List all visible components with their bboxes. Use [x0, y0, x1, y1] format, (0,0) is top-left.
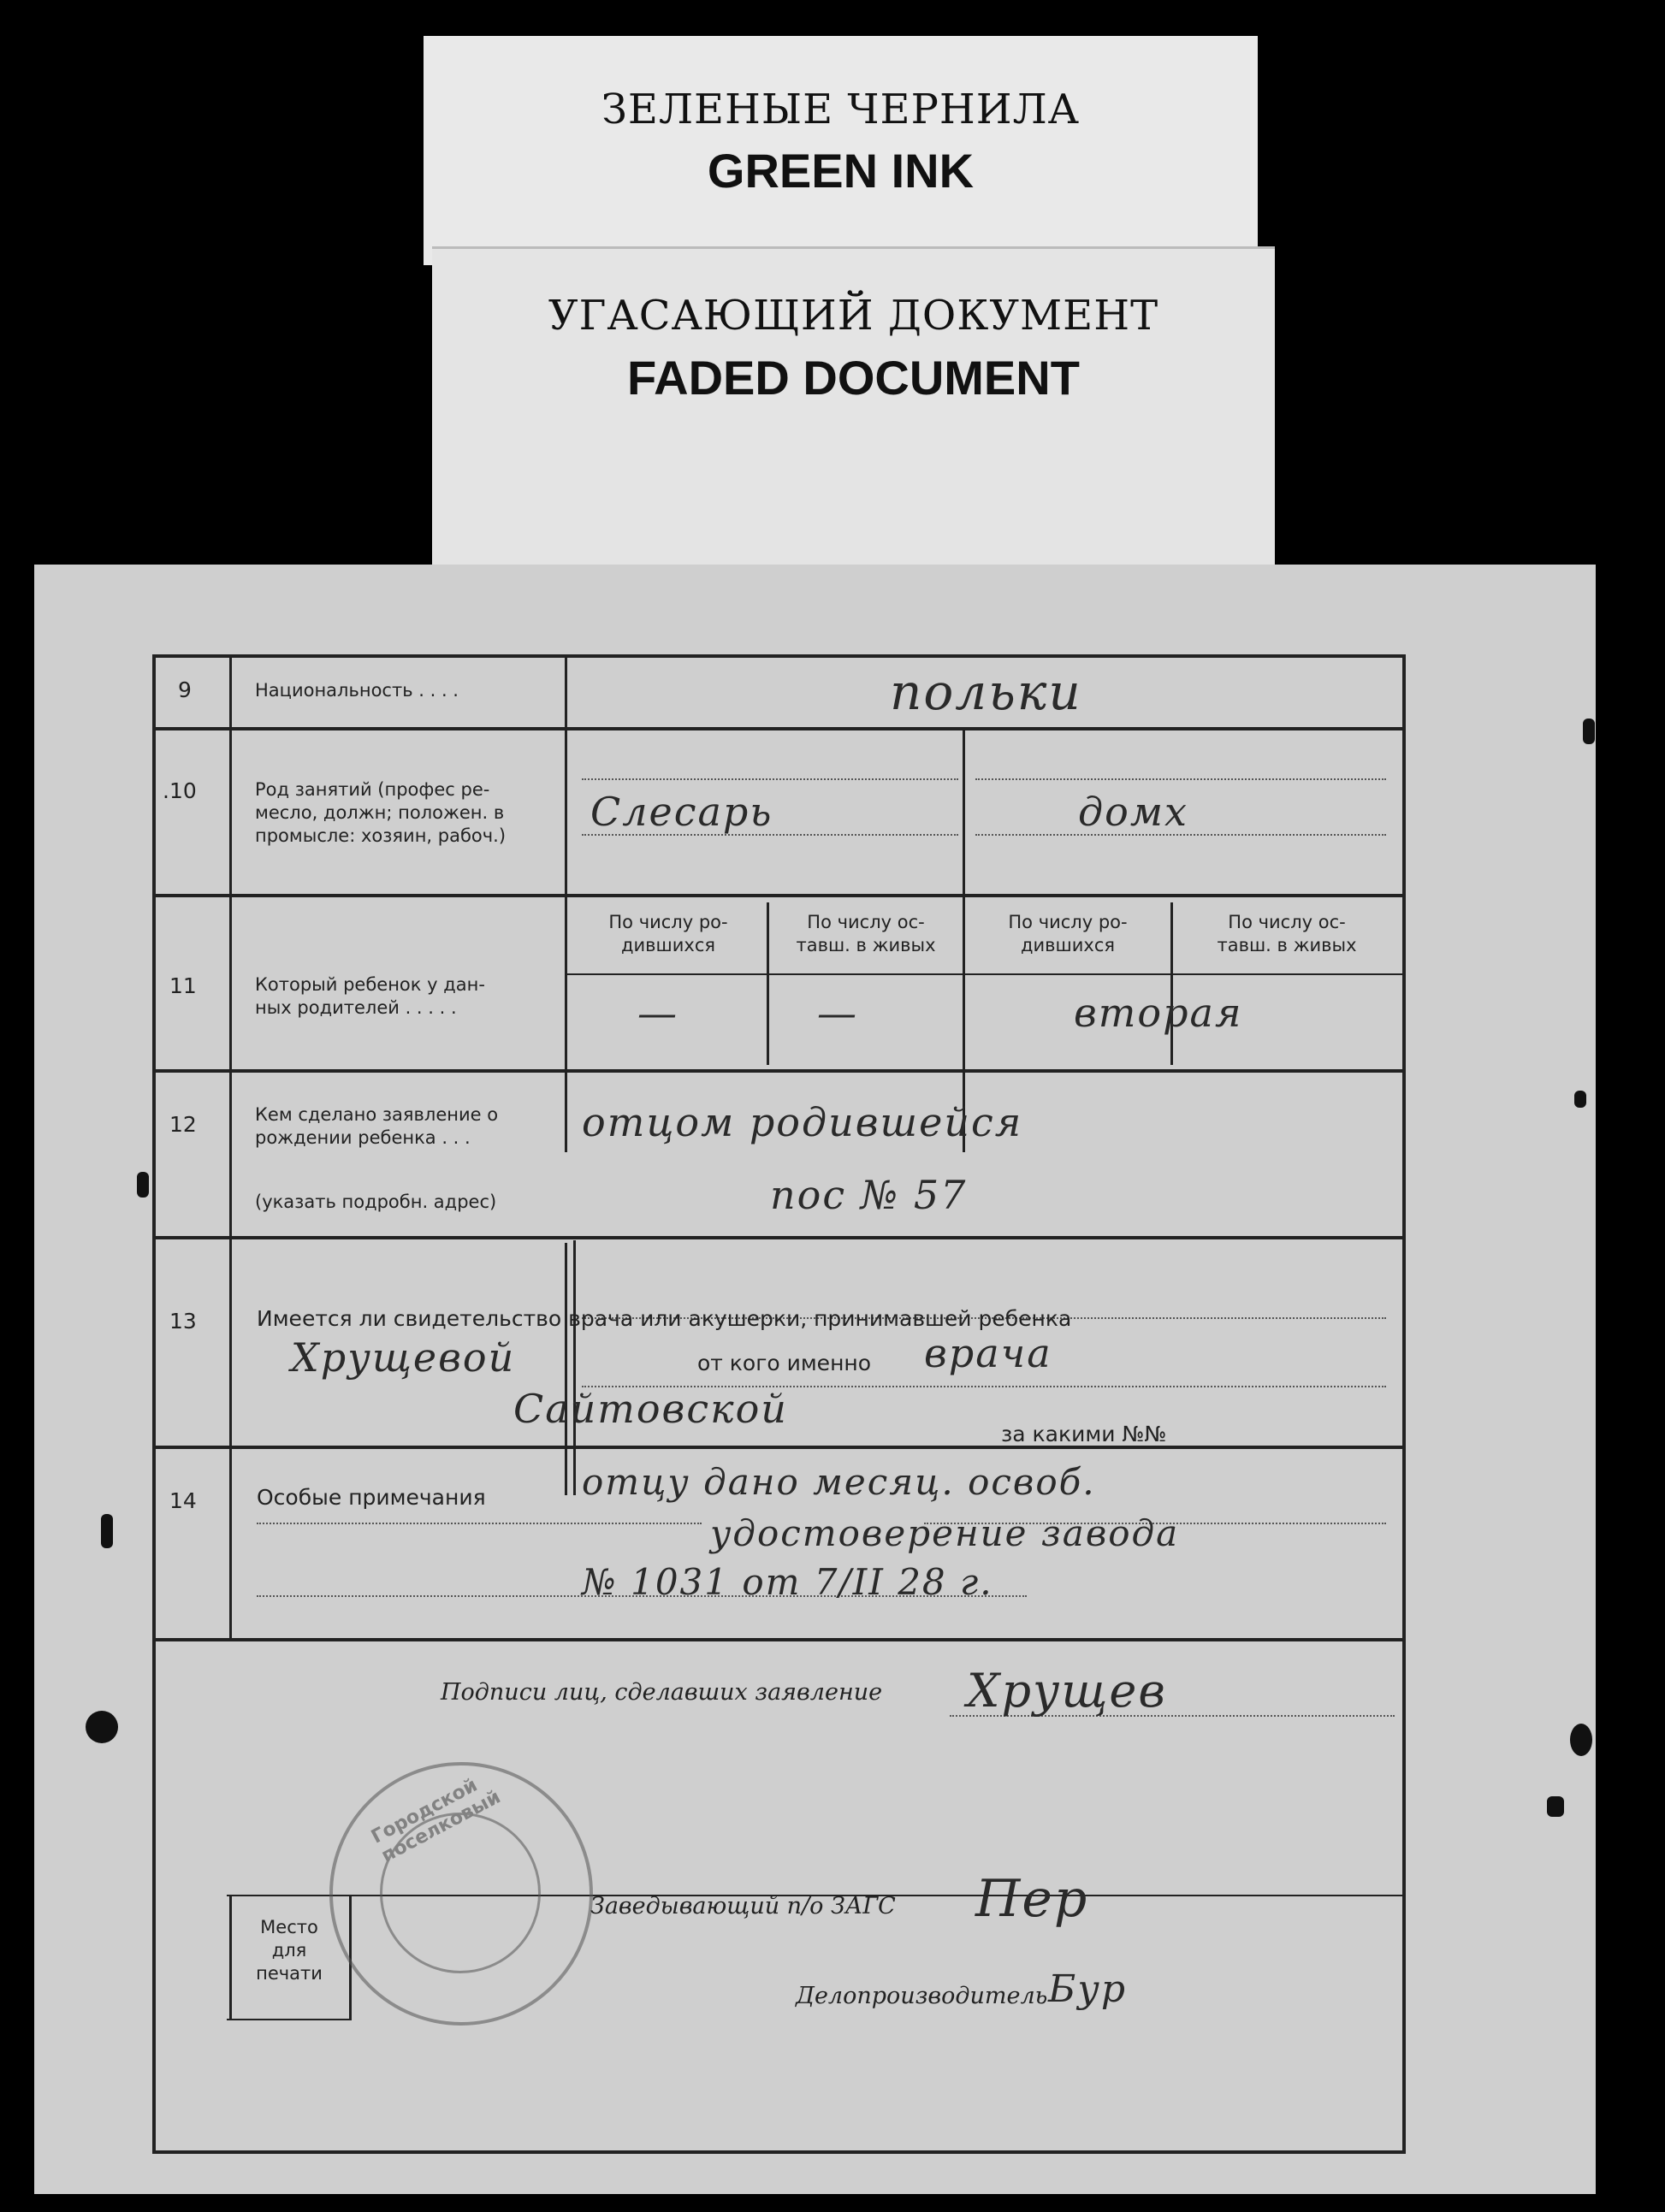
- row-11-value-2: —: [817, 990, 858, 1036]
- col-alive-father-header: [770, 911, 962, 957]
- row-divider: [565, 973, 1402, 975]
- green-ink-en: GREEN INK: [707, 144, 975, 198]
- row-12-value-line-1: отцом родившейся: [582, 1099, 1023, 1145]
- row-10-label-line-2: месло, должн; положен. в: [255, 802, 505, 823]
- applicants-signature-label: Подписи лиц, сделавших заявление: [441, 1679, 883, 1706]
- stamp-place-box: [233, 1916, 346, 1985]
- row-12-number: 12: [169, 1112, 197, 1137]
- faded-document-label-card: [432, 246, 1275, 567]
- row-12-value-line-2: пос № 57: [770, 1172, 968, 1218]
- col-header-line: тавш. в живых: [1217, 935, 1357, 955]
- stamp-box-divider: [229, 1895, 232, 2019]
- row-divider: [152, 1446, 1402, 1449]
- row-10-label-line-3: промысле: хозяин, рабоч.): [255, 825, 507, 846]
- row-11-number: 11: [169, 973, 197, 998]
- row-13-numbers-label: за какими №№: [1001, 1422, 1167, 1446]
- row-14-number: 14: [169, 1488, 197, 1513]
- ink-mark: [1574, 1091, 1586, 1108]
- row-14-value-line-3: № 1031 от 7/II 28 г.: [582, 1561, 993, 1603]
- stamp-place-line-1: Место: [260, 1917, 318, 1937]
- row-10-label-line-1: Род занятий (профес ре-: [255, 779, 490, 800]
- ink-mark: [137, 1172, 149, 1198]
- row-divider: [152, 1069, 1402, 1073]
- row-divider: [152, 727, 1402, 730]
- registry-head-signature: Пер: [975, 1869, 1089, 1929]
- row-divider: [152, 894, 1402, 897]
- row-13-name-value: Хрущевой: [291, 1334, 516, 1381]
- row-9-number: 9: [178, 677, 192, 702]
- row-14-value-line-1: отцу дано месяц. освоб.: [582, 1461, 1096, 1503]
- row-divider: [152, 1236, 1402, 1239]
- row-10-mother-value: домх: [1078, 789, 1188, 835]
- col-header-line: По числу ос-: [1228, 912, 1346, 932]
- stamp-text: Городской поселковый: [368, 1774, 505, 1867]
- row-11-value-1: —: [637, 990, 678, 1036]
- row-9-label: Национальность . . . .: [255, 680, 459, 701]
- punch-hole: [1570, 1724, 1592, 1756]
- clerk-signature: Бур: [1048, 1967, 1128, 2011]
- value-column-divider: [963, 727, 965, 1152]
- col-born-mother-header: [967, 911, 1169, 957]
- col-born-father-header: [572, 911, 765, 957]
- row-divider: [227, 2019, 352, 2020]
- col-header-line: По числу ос-: [807, 912, 925, 932]
- applicants-signature: Хрущев: [967, 1664, 1167, 1718]
- row-11-value-3-4: вторая: [1074, 990, 1243, 1036]
- row-14-value-line-2: удостоверение завода: [710, 1512, 1180, 1554]
- row-divider: [152, 1638, 1402, 1641]
- row-12-label-line-3: (указать подробн. адрес): [255, 1192, 497, 1212]
- faded-document-en: FADED DOCUMENT: [627, 351, 1080, 405]
- row-13-surname-value: Сайтовской: [513, 1386, 788, 1432]
- registry-head-label: Заведывающий п/о ЗАГС: [590, 1893, 896, 1919]
- col-header-line: По числу ро-: [1008, 912, 1128, 932]
- col-header-line: тавш. в живых: [796, 935, 936, 955]
- faded-document-ru: УГАСАЮЩИЙ ДОКУМЕНТ: [548, 292, 1159, 340]
- row-13-from-whom-value: врача: [924, 1330, 1052, 1376]
- row-12-label-line-1: Кем сделано заявление о: [255, 1104, 499, 1125]
- ink-mark: [1547, 1796, 1564, 1817]
- birth-record-form: [34, 565, 1596, 2194]
- row-11-label-line-2: ных родителей . . . . .: [255, 997, 457, 1018]
- ink-mark: [101, 1514, 113, 1548]
- label-column-divider: [565, 1243, 567, 1495]
- row-12-label-line-2: рождении ребенка . . .: [255, 1127, 471, 1148]
- row-10-father-value: Слесарь: [590, 789, 773, 835]
- value-column-divider: [767, 902, 769, 1065]
- value-column-divider: [1170, 902, 1173, 1065]
- ink-mark: [1583, 719, 1595, 744]
- label-column-divider: [573, 1240, 576, 1495]
- official-stamp: [329, 1762, 593, 2026]
- green-ink-label-card: [424, 36, 1258, 265]
- number-column-divider: [229, 654, 232, 1640]
- dotted-line: [257, 1523, 702, 1524]
- dotted-line: [975, 778, 1386, 780]
- dotted-line: [582, 778, 958, 780]
- row-11-label-line-1: Который ребенок у дан-: [255, 974, 485, 995]
- row-13-number: 13: [169, 1309, 197, 1334]
- row-9-value: польки: [890, 663, 1082, 721]
- row-13-from-whom-label: от кого именно: [697, 1351, 872, 1375]
- col-alive-mother-header: [1174, 911, 1400, 957]
- stamp-place-line-3: печати: [256, 1963, 323, 1984]
- stamp-place-line-2: для: [271, 1940, 307, 1961]
- row-14-label: Особые примечания: [257, 1485, 486, 1510]
- green-ink-ru: ЗЕЛЕНЫЕ ЧЕРНИЛА: [601, 86, 1080, 133]
- col-header-line: дившихся: [620, 935, 715, 955]
- row-13-question: Имеется ли свидетельство врача или акушерки, принимавшей ребенка: [257, 1306, 1072, 1331]
- row-10-number: .10: [163, 778, 197, 803]
- punch-hole: [86, 1711, 118, 1743]
- col-header-line: По числу ро-: [608, 912, 728, 932]
- col-header-line: дившихся: [1020, 935, 1115, 955]
- clerk-label: Делопроизводитель: [796, 1983, 1048, 2009]
